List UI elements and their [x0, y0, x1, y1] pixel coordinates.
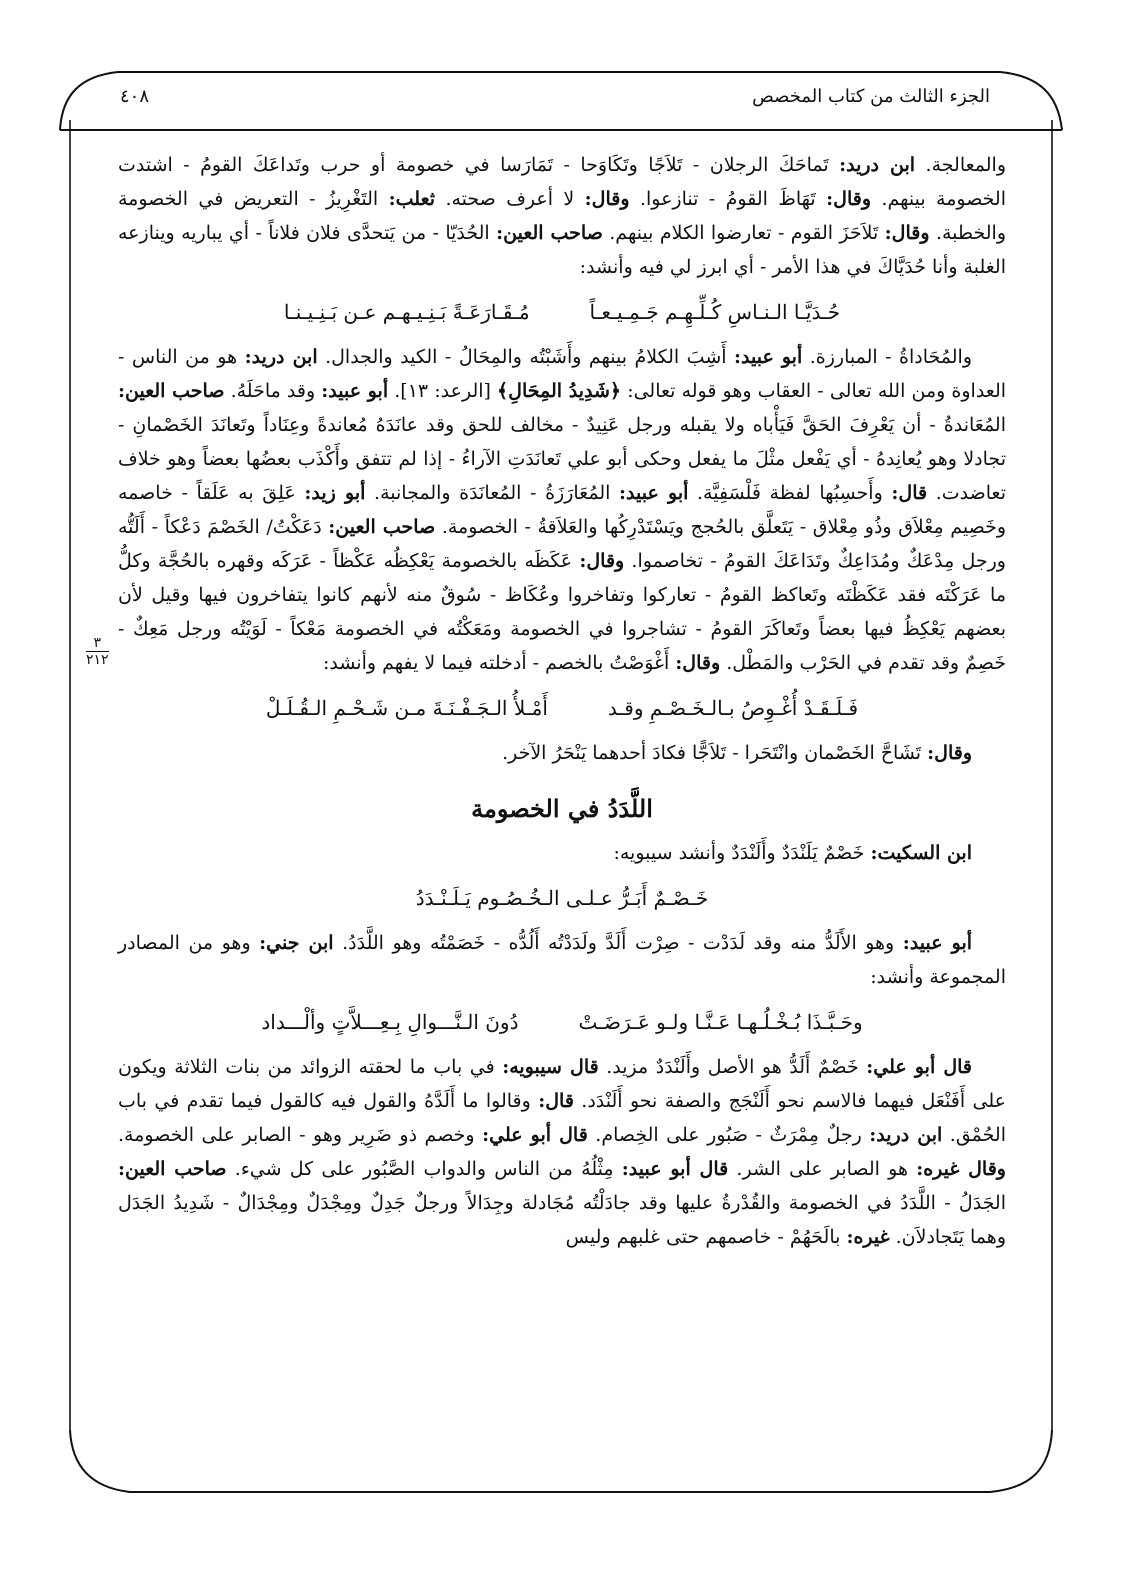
book-title: الجزء الثالث من كتاب المخصص	[752, 86, 990, 107]
source-name: وقال:	[826, 188, 871, 210]
source-name: قال سيبويه:	[502, 1056, 599, 1078]
text-run: المُعَارَزَةُ - المُعانَدَة والمجانبة.	[365, 482, 620, 504]
source-name: أبو عبيد:	[902, 932, 973, 954]
text-run: وقالوا ما أَلَدَّهُ والقول فيه كالقول فيما تقدم في باب الحُمْق.	[118, 1090, 1006, 1146]
text-run: التَغْرِيزُ - التعريض في الخصومة والخطبة.	[118, 188, 1006, 244]
text-run: وهو من المصادر المجموعة وأنشد:	[118, 932, 1006, 988]
paragraph	[118, 1050, 1006, 1254]
source-name: صاحب العين:	[328, 516, 436, 538]
source-name: ابن السكيت:	[870, 842, 972, 864]
text-run: لا أعرف صحته.	[435, 188, 585, 210]
source-name: أبو عبيد:	[734, 346, 803, 368]
text-run: رجلٌ مِمْرَثٌ - صَبُور على الخِصام.	[587, 1124, 870, 1146]
text-run: وقد ماحَلَهُ.	[224, 380, 322, 402]
source-name: صاحب العين:	[118, 380, 225, 402]
text-run: مِثْلُهُ من الناس والدواب الصَّبُور على كل شيء.	[226, 1158, 622, 1180]
page-body	[118, 148, 1006, 1254]
verse-first-hemistich: خَـصْـمٌ أَبَـرُّ عـلـى الـخُـصُـوم يَـلَـنْـدَدُ	[415, 886, 709, 910]
paragraph	[118, 836, 1006, 870]
poetry-verse	[118, 688, 1006, 728]
verse-first-hemistich: حُـدَيَّـا الـنـاسِ كُـلِّـهِـم جَـمِـيـعـاً	[589, 300, 841, 324]
margin-reference-bottom: ٢١٢	[86, 652, 109, 668]
text-run: عَكَظَه بالخصومة يَعْكِظُه عَكْظاً - عَرَكَه وقهره بالحُجَّة وكلُّ ما عَرَكْتَه فقد عَكَظْتَه وتَعاكظ القومُ - تعاركوا وتفاخروا وعُكَاظ - سُوقٌ منه لأنهم كانوا يتفاخرون فيها وقيل لأن بعضهم يَعْكِظُ فيها بعضاً وتَعاكَرَ القومُ - تشاجروا في الخصومة ومَعَكْتُه في الخصومة مَعْكاً - لَوَيْتُه ورجل مَعِكٌ - خَصِمٌ وقد تقدم في الحَرْب والمَطْل.	[118, 550, 1006, 674]
text-run: هو من الناس - العداوة ومن الله تعالى - العقاب وهو قوله تعالى:	[118, 346, 1007, 402]
page-header	[120, 82, 1000, 118]
text-run: تَشَاحَّ الخَصْمان وانْتَحَرا - تَلاَجًّا فكادَ أحدهما يَنْحَرُ الآخر.	[502, 742, 928, 764]
text-run: وهو الأَلَدُّ منه وقد لَدَدْت - صِرْت أَلَدَّ ولَدَدْتُه أَلُدُّه - خَصَمْتُه وهو اللَّدَدُ.	[333, 932, 903, 954]
text-run: وخصم ذو ضَرِير وهو - الصابر على الخصومة.	[118, 1124, 483, 1146]
source-name: وقال:	[927, 742, 972, 764]
source-name: ثعلب:	[388, 188, 436, 210]
text-run: والمعالجة.	[915, 154, 1006, 176]
source-name: قال:	[891, 482, 928, 504]
source-name: أبو زيد:	[304, 482, 366, 504]
text-run: هو الصابر على الشر.	[728, 1158, 917, 1180]
text-run: وأَحسِبُها لفظة فَلْسَفِيَّة.	[688, 482, 892, 504]
source-name: وقال:	[884, 222, 930, 244]
source-name: وقال:	[584, 188, 630, 210]
verse-second-hemistich: دُونَ الـنَّـــوالِ بِـعِـــلاَّتٍ وألْـــداد	[261, 1010, 519, 1034]
text-run: خَصْمٌ يَلَنْدَدٌ وأَلَنْدَدٌ وأنشد سيبويه:	[613, 842, 871, 864]
text-run: الجَدَلُ - اللَّدَدُ في الخصومة والقُدْرةُ عليها وقد جادَلْتُه مُجَادلة وجِدَالاً ورجلٌ جَدِلٌ ومِجْدَلٌ ومِجْدَالٌ - شَدِيدُ الجَدَل وهما يَتَجادلاَن.	[118, 1192, 1006, 1248]
verse-second-hemistich: مُـقَـارَعَـةً بَـنِـيـهـم عـن بَـنِـيـنـا	[283, 300, 530, 324]
source-name: غيره:	[846, 1226, 890, 1248]
paragraph	[118, 736, 1006, 770]
source-name: قال أبو علي:	[482, 1124, 588, 1146]
source-name: قال أبو عبيد:	[621, 1158, 729, 1180]
text-run: دَعَكْتُ/ الخَصْمَ دَعْكاً - أَلَتُّه ورجل مِدْعَكٌ ومُدَاعِكٌ وتَدَاعَكَ القومُ - تخاصموا.	[118, 516, 1006, 572]
text-run: والمُحَاداةُ - المبارزة.	[802, 346, 973, 368]
text-run: أَغْوَصْتُ بالخصم - أدخلته فيما لا يفهم وأنشد:	[322, 652, 676, 674]
source-name: أبو عبيد:	[321, 380, 389, 402]
source-name: صاحب العين:	[118, 1158, 227, 1180]
section-title: اللَّدَدُ في الخصومة	[471, 794, 653, 823]
source-name: ﴿شَدِيدُ المِحَالِ﴾	[497, 380, 622, 402]
page-number: ٤٠٨	[120, 86, 150, 107]
source-name: صاحب العين:	[496, 222, 603, 244]
paragraph	[118, 926, 1006, 994]
text-run: تَماحَكَ الرجلان - تَلاَجًا وتَكَاوَحا - تَمَارَسا في خصومة أو حرب وتَداعَكَ القومُ - اشتدت الخصومة بينهم.	[118, 154, 1007, 210]
poetry-verse	[118, 878, 1006, 918]
source-name: ابن دريد:	[839, 154, 916, 176]
text-run: الحُدَيّا - من يَتحدَّى فلان فلاناً - أي يباريه وينازعه الغلبة وأنا حُدَيَّاكَ في هذا الأمر - أي ابرز لي فيه وأنشد:	[118, 222, 1006, 278]
text-run: أَشِبَ الكلامُ بينهم وأَشَبْتُه والمِحَالُ - الكيد والجدال.	[317, 346, 735, 368]
verse-first-hemistich: فَـلَـقَـدْ أُغْـوِصُ بـالـخَـصْـمِ وقـد	[607, 696, 859, 720]
text-run: عَلِقَ به عَلَقاً - خاصمه وخَصِيم مِعْلاَق وذُو مِعْلاق - يَتَعلَّق بالحُجج ويَسْتَدْرِكُها والعَلاَقةُ - الخصومة.	[118, 482, 1006, 538]
text-run: بالَحَهُمْ - خاصمهم حتى غلبهم وليس	[565, 1226, 847, 1248]
text-run: [الرعد: ١٣].	[388, 380, 498, 402]
paragraph	[118, 340, 1006, 680]
source-name: قال:	[538, 1090, 574, 1112]
text-run: تَهَاظَ القومُ - تنازعوا.	[629, 188, 827, 210]
poetry-verse	[118, 1002, 1006, 1042]
poetry-verse	[118, 292, 1006, 332]
verse-first-hemistich: وحَـبَّـذَا بُـخْـلُـهـا عَـنَّـا ولـو عَـرَضَـتْ	[578, 1010, 863, 1034]
text-run: المُعَاندةُ - أن يَعْرِفَ الحَقَّ فَيَأْباه ولا يقبله ورجل عَنِيدٌ - مخالف للحق وقد عانَدَهُ مُعاندةً وعِنَاداً وتَعانَدَ الخَصْمانِ - تجادلا وهو يُعانِدهُ - أي يَفْعل مثْلَ ما يفعل وحكى أبو علي تَعانَدَتِ الآراءُ - إذا لم تتفق وأَكْذَب بعضُها بعضاً وهو خلاف تعاضدت.	[118, 414, 1006, 504]
source-name: وقال:	[675, 652, 721, 674]
text-run: في باب ما لحقته الزوائد من بنات الثلاثة ويكون على أَفَنْعَل فيهما فالاسم نحو أَلَنْجَج والصفة نحو أَلَنْدَد.	[118, 1056, 1007, 1112]
source-name: وقال:	[579, 550, 625, 572]
text-run: تَلاَحَزَ القوم - تعارضوا الكلام بينهم.	[602, 222, 885, 244]
source-name: ابن جني:	[259, 932, 334, 954]
source-name: ابن دريد:	[244, 346, 318, 368]
source-name: قال أبو علي:	[866, 1056, 973, 1078]
paragraph	[118, 148, 1006, 284]
source-name: وقال غيره:	[916, 1158, 1006, 1180]
margin-reference	[86, 635, 109, 668]
source-name: أبو عبيد:	[619, 482, 689, 504]
verse-second-hemistich: أَمْـلأُ الـجَـفْـنَـةَ مـن شَـحْـمِ الـقُـلَـلْ	[265, 696, 548, 720]
source-name: ابن دريد:	[869, 1124, 943, 1146]
margin-reference-top: ٣	[86, 635, 109, 652]
text-run: خَصْمٌ أَلَدُّ هو الأصل وأَلَنْدَدٌ مزيد.	[598, 1056, 867, 1078]
